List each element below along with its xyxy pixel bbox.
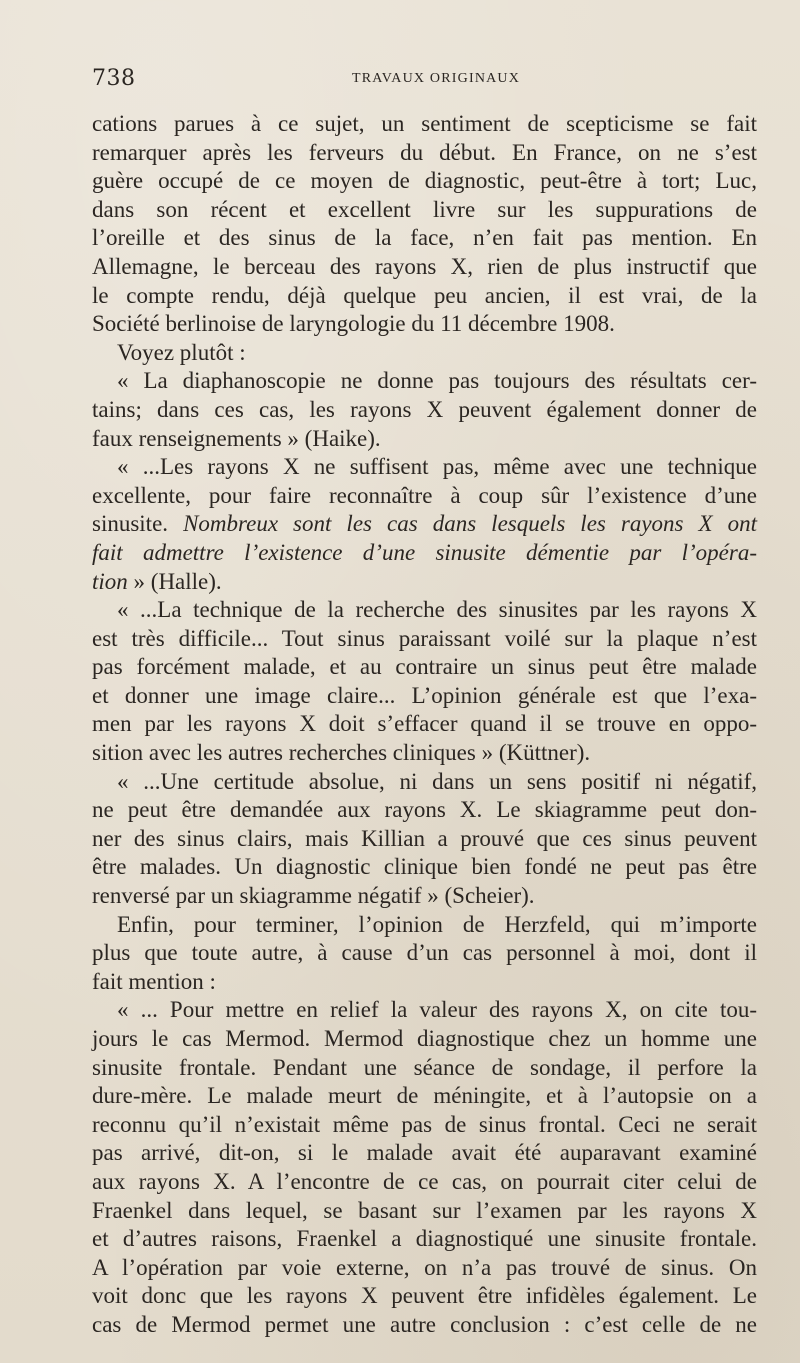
- page-number: 738: [92, 66, 136, 91]
- text-line: et donner une image claire... L’opinion générale est que l’exa-: [92, 682, 757, 708]
- text-line: plus que toute autre, à cause d’un cas personnel à moi, dont il: [92, 940, 757, 966]
- text-line: être malades. Un diagnostic clinique bien fondé ne peut pas être: [92, 854, 757, 880]
- text-line: aux rayons X. A l’encontre de ce cas, on pourrait citer celui de: [92, 1168, 757, 1194]
- text-line: fait admettre l’existence d’une sinusite démentie par l’opéra-: [92, 539, 757, 565]
- text-line: guère occupé de ce moyen de diagnostic, peut-être à tort; Luc,: [92, 168, 757, 194]
- text-line: pas arrivé, dit-on, si le malade avait été auparavant examiné: [92, 1140, 757, 1166]
- text-line: Fraenkel dans lequel, se basant sur l’examen par les rayons X: [92, 1197, 757, 1223]
- text-line: et d’autres raisons, Fraenkel a diagnostiqué une sinusite frontale.: [92, 1226, 757, 1252]
- text-line: Allemagne, le berceau des rayons X, rien de plus instructif que: [92, 253, 757, 279]
- text-line: Société berlinoise de laryngologie du 11 décembre 1908.: [92, 311, 615, 337]
- text-line: ne peut être demandée aux rayons X. Le skiagramme peut don-: [92, 797, 757, 823]
- text-line: est très difficile... Tout sinus paraissant voilé sur la plaque n’est: [92, 625, 757, 651]
- text-line: dure-mère. Le malade meurt de méningite, et à l’autopsie on a: [92, 1083, 757, 1109]
- running-title: TRAVAUX ORIGINAUX: [352, 71, 521, 86]
- text-line: « ...Les rayons X ne suffisent pas, même avec une technique: [117, 454, 757, 480]
- text-line: l’oreille et des sinus de la face, n’en fait pas mention. En: [92, 225, 757, 251]
- text-line: jours le cas Mermod. Mermod diagnostique chez un homme une: [92, 1026, 757, 1051]
- text-line: Enfin, pour terminer, l’opinion de Herzfeld, qui m’importe: [117, 911, 757, 937]
- text-line: « ... Pour mettre en relief la valeur des rayons X, on cite tou-: [117, 997, 757, 1023]
- text-line: dans son récent et excellent livre sur les suppurations de: [92, 196, 757, 222]
- text-line: sinusite frontale. Pendant une séance de sondage, il perfore la: [92, 1054, 757, 1080]
- text-line: sinusite. Nombreux sont les cas dans lesquels les rayons X ont: [92, 511, 757, 537]
- text-line: excellente, pour faire reconnaître à coup sûr l’existence d’une: [92, 482, 757, 508]
- text-line: ner des sinus clairs, mais Killian a prouvé que ces sinus peuvent: [92, 825, 757, 851]
- text-line: voit donc que les rayons X peuvent être infidèles également. Le: [92, 1283, 757, 1309]
- text-line: cations parues à ce sujet, un sentiment de scepticisme se fait: [92, 111, 757, 136]
- text-line: Voyez plutôt :: [117, 339, 246, 365]
- text-line: renversé par un skiagramme négatif » (Scheier).: [92, 883, 535, 909]
- text-line: sition avec les autres recherches cliniques » (Küttner).: [92, 740, 591, 766]
- text-line: tains; dans ces cas, les rayons X peuvent également donner de: [92, 396, 757, 422]
- text-line: « ...La technique de la recherche des sinusites par les rayons X: [117, 597, 757, 623]
- text-line: pas forcément malade, et au contraire un sinus peut être malade: [92, 654, 757, 680]
- running-head: [92, 66, 692, 92]
- text-line: reconnu qu’il n’existait même pas de sinus frontal. Ceci ne serait: [92, 1111, 757, 1137]
- text-line: le compte rendu, déjà quelque peu ancien, il est vrai, de la: [92, 282, 757, 308]
- body-text: [92, 110, 757, 1340]
- text-line: remarquer après les ferveurs du début. En France, on ne s’est: [92, 139, 757, 165]
- text-line: « ...Une certitude absolue, ni dans un sens positif ni négatif,: [117, 768, 757, 794]
- text-line: cas de Mermod permet une autre conclusion : c’est celle de ne: [92, 1311, 757, 1337]
- text-line: « La diaphanoscopie ne donne pas toujours des résultats cer-: [117, 368, 757, 394]
- text-line: A l’opération par voie externe, on n’a pas trouvé de sinus. On: [92, 1254, 757, 1280]
- text-line: men par les rayons X doit s’effacer quand il se trouve en oppo-: [92, 711, 757, 737]
- text-line: fait mention :: [92, 968, 216, 994]
- text-line: faux renseignements » (Haike).: [92, 425, 381, 451]
- text-line: tion » (Halle).: [92, 568, 222, 594]
